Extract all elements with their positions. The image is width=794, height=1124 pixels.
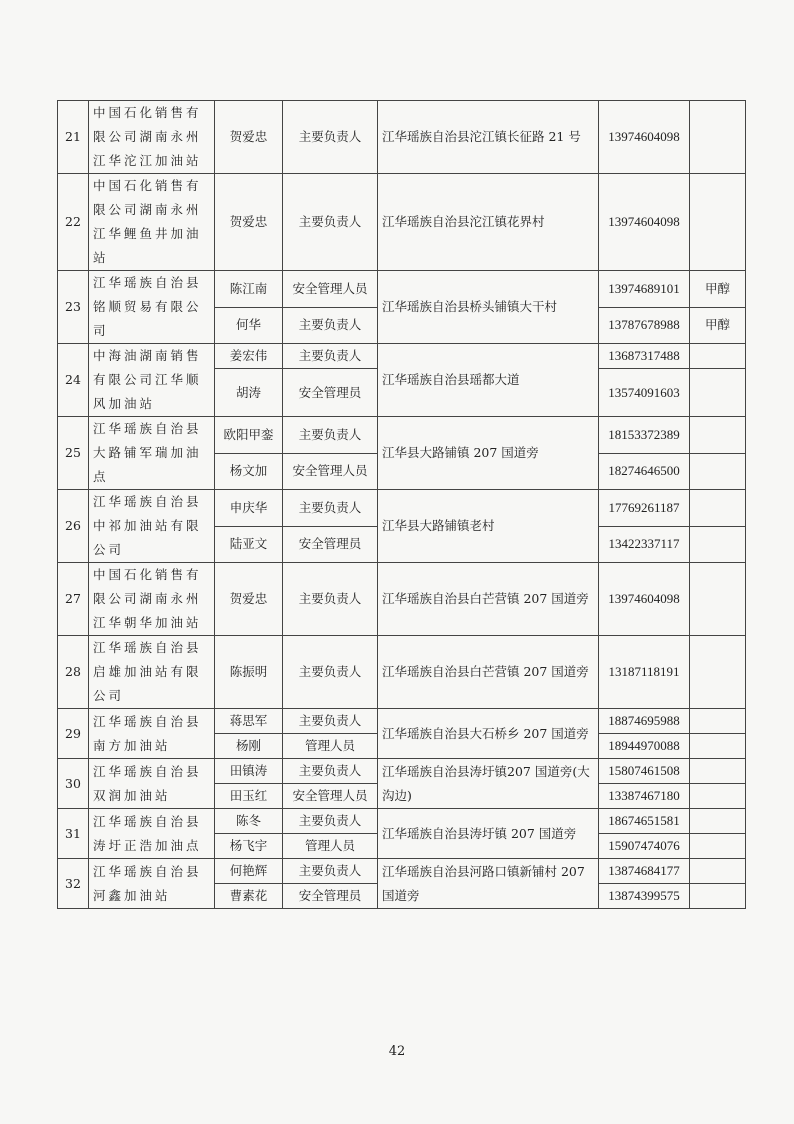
address: 江华瑶族自治县河路口镇新铺村 207 国道旁 [378,859,599,909]
contact-role: 安全管理员 [283,884,378,909]
address: 江华瑶族自治县大石桥乡 207 国道旁 [378,709,599,759]
phone-number: 18874695988 [599,709,690,734]
table-row [58,563,746,636]
row-number: 22 [58,174,89,271]
row-number: 28 [58,636,89,709]
remark [690,859,746,884]
contact-name: 陈振明 [215,636,283,709]
contact-name: 杨文加 [215,453,283,490]
company-name: 江华瑶族自治县南方加油站 [89,709,215,759]
address: 江华瑶族自治县沱江镇长征路 21 号 [378,101,599,174]
company-name: 江华瑶族自治县启雄加油站有限公司 [89,636,215,709]
remark [690,809,746,834]
contact-name: 何华 [215,307,283,344]
address: 江华瑶族自治县白芒营镇 207 国道旁 [378,563,599,636]
contact-name: 姜宏伟 [215,344,283,369]
remark [690,563,746,636]
address: 江华瑶族自治县涛圩镇 207 国道旁 [378,809,599,859]
address: 江华瑶族自治县白芒营镇 207 国道旁 [378,636,599,709]
remark [690,636,746,709]
contact-name: 贺爱忠 [215,174,283,271]
phone-number: 15807461508 [599,759,690,784]
phone-number: 13574091603 [599,369,690,417]
contact-name: 曹素花 [215,884,283,909]
table-row [58,859,746,884]
contact-role: 主要负责人 [283,759,378,784]
remark [690,759,746,784]
phone-number: 18674651581 [599,809,690,834]
remark [690,101,746,174]
contact-name: 杨飞宇 [215,834,283,859]
contact-role: 主要负责人 [283,417,378,454]
phone-number: 13874399575 [599,884,690,909]
contact-role: 主要负责人 [283,636,378,709]
contact-name: 申庆华 [215,490,283,527]
remark [690,417,746,454]
contact-name: 贺爱忠 [215,563,283,636]
phone-number: 13974689101 [599,271,690,308]
contact-role: 主要负责人 [283,307,378,344]
company-name: 中国石化销售有限公司湖南永州江华鲤鱼井加油站 [89,174,215,271]
contact-role: 主要负责人 [283,563,378,636]
contact-role: 安全管理员 [283,526,378,563]
contact-role: 安全管理人员 [283,784,378,809]
table-row [58,271,746,308]
contact-name: 胡涛 [215,369,283,417]
row-number: 21 [58,101,89,174]
remark: 甲醇 [690,307,746,344]
phone-number: 18944970088 [599,734,690,759]
remark [690,174,746,271]
contact-role: 主要负责人 [283,490,378,527]
contact-role: 安全管理人员 [283,453,378,490]
contact-role: 管理人员 [283,834,378,859]
contact-name: 陈江南 [215,271,283,308]
table-row [58,344,746,369]
contact-name: 何艳辉 [215,859,283,884]
remark [690,369,746,417]
phone-number: 13974604098 [599,174,690,271]
table-row [58,174,746,271]
company-name: 中海油湖南销售有限公司江华顺风加油站 [89,344,215,417]
table-row [58,417,746,454]
company-name: 江华瑶族自治县河鑫加油站 [89,859,215,909]
contact-role: 安全管理员 [283,369,378,417]
contact-role: 主要负责人 [283,174,378,271]
remark [690,784,746,809]
phone-number: 13874684177 [599,859,690,884]
company-name: 中国石化销售有限公司湖南永州江华朝华加油站 [89,563,215,636]
remark [690,526,746,563]
row-number: 26 [58,490,89,563]
address: 江华瑶族自治县涛圩镇207 国道旁(大沟边) [378,759,599,809]
table-row [58,809,746,834]
phone-number: 17769261187 [599,490,690,527]
phone-number: 13687317488 [599,344,690,369]
company-name: 江华瑶族自治县双润加油站 [89,759,215,809]
phone-number: 15907474076 [599,834,690,859]
table-row [58,709,746,734]
row-number: 23 [58,271,89,344]
enterprise-contact-table [57,100,746,909]
contact-name: 陆亚文 [215,526,283,563]
row-number: 24 [58,344,89,417]
remark [690,709,746,734]
address: 江华县大路铺镇老村 [378,490,599,563]
contact-name: 田玉红 [215,784,283,809]
table-row [58,490,746,527]
remark [690,344,746,369]
company-name: 江华瑶族自治县中祁加油站有限公司 [89,490,215,563]
contact-role: 管理人员 [283,734,378,759]
phone-number: 18274646500 [599,453,690,490]
table-row [58,636,746,709]
row-number: 30 [58,759,89,809]
remark [690,734,746,759]
contact-role: 主要负责人 [283,709,378,734]
contact-role: 主要负责人 [283,101,378,174]
address: 江华县大路铺镇 207 国道旁 [378,417,599,490]
company-name: 江华瑶族自治县铭顺贸易有限公司 [89,271,215,344]
row-number: 25 [58,417,89,490]
contact-role: 主要负责人 [283,809,378,834]
company-name: 中国石化销售有限公司湖南永州江华沱江加油站 [89,101,215,174]
page-number: 42 [388,1044,406,1059]
remark [690,453,746,490]
remark [690,490,746,527]
phone-number: 13974604098 [599,563,690,636]
contact-role: 安全管理人员 [283,271,378,308]
remark [690,834,746,859]
remark [690,884,746,909]
contact-name: 欧阳甲銮 [215,417,283,454]
phone-number: 13187118191 [599,636,690,709]
contact-role: 主要负责人 [283,344,378,369]
row-number: 27 [58,563,89,636]
contact-name: 陈冬 [215,809,283,834]
contact-name: 贺爱忠 [215,101,283,174]
address: 江华瑶族自治县桥头铺镇大干村 [378,271,599,344]
phone-number: 13787678988 [599,307,690,344]
address: 江华瑶族自治县沱江镇花界村 [378,174,599,271]
contact-name: 杨刚 [215,734,283,759]
remark: 甲醇 [690,271,746,308]
phone-number: 13974604098 [599,101,690,174]
table-row [58,101,746,174]
phone-number: 13422337117 [599,526,690,563]
row-number: 31 [58,809,89,859]
address: 江华瑶族自治县瑶都大道 [378,344,599,417]
row-number: 29 [58,709,89,759]
company-name: 江华瑶族自治县大路铺军瑞加油点 [89,417,215,490]
phone-number: 13387467180 [599,784,690,809]
contact-name: 蒋思军 [215,709,283,734]
contact-role: 主要负责人 [283,859,378,884]
table-row [58,759,746,784]
contact-name: 田镇涛 [215,759,283,784]
phone-number: 18153372389 [599,417,690,454]
company-name: 江华瑶族自治县涛圩正浩加油点 [89,809,215,859]
row-number: 32 [58,859,89,909]
